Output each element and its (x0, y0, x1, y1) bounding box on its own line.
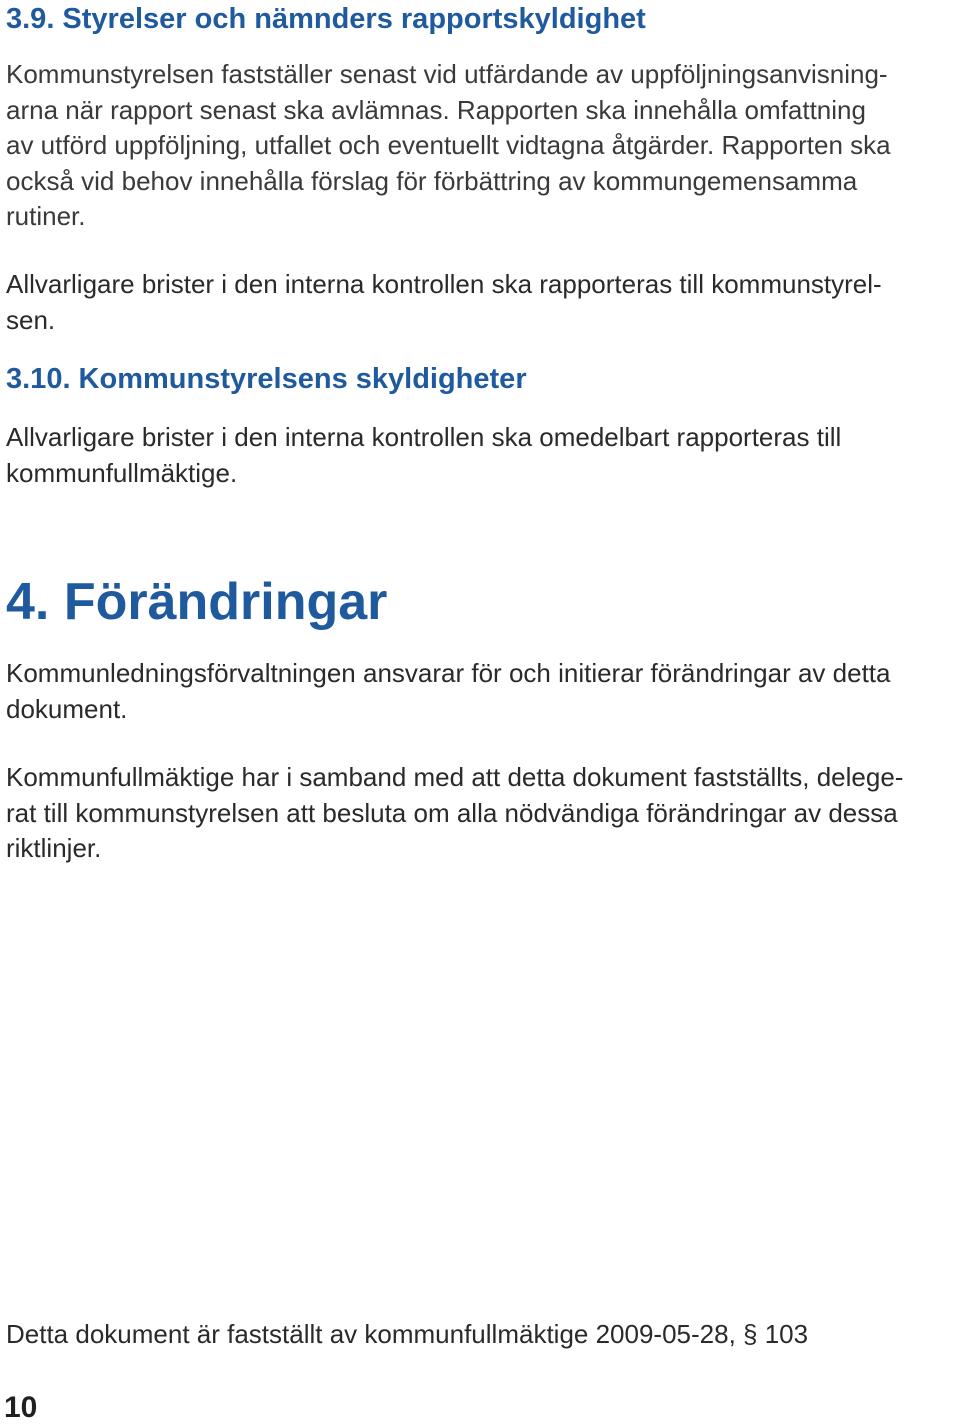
text-line: sen. (6, 304, 56, 335)
section-3-9-paragraph-2 (6, 267, 882, 338)
text-line: rutiner. (6, 201, 86, 231)
text-line: Kommunfullmäktige har i samband med att detta dokument fastställts, delege- (6, 762, 904, 792)
text-line: arna när rapport senast ska avlämnas. Rapporten ska innehålla omfattning (6, 94, 866, 125)
text-line: Allvarligare brister i den interna kontrollen ska rapporteras till kommunstyrel- (6, 269, 882, 299)
section-3-10-heading: 3.10. Kommunstyrelsens skyldigheter (6, 363, 527, 395)
section-4-heading: 4. Förändringar (6, 573, 388, 631)
text-line: Allvarligare brister i den interna kontrollen ska omedelbart rapporteras till (6, 422, 842, 452)
text-line: också vid behov innehålla förslag för förbättring av kommungemensamma (6, 165, 858, 196)
text-line: rat till kommunstyrelsen att besluta om alla nödvändiga förändringar av dessa (6, 797, 898, 828)
adoption-note-text: Detta dokument är fastställt av kommunfullmäktige 2009-05-28, § 103 (6, 1319, 809, 1349)
section-3-10-paragraph-1 (6, 420, 841, 491)
section-4-paragraph-2 (6, 760, 903, 867)
page-number: 10 (4, 1391, 38, 1424)
text-line: av utförd uppföljning, utfallet och eventuellt vidtagna åtgärder. Rapporten ska (6, 130, 891, 160)
section-4-paragraph-1 (6, 656, 890, 727)
text-line: Kommunledningsförvaltningen ansvarar för och initierar förändringar av detta (6, 658, 891, 688)
section-3-9-heading: 3.9. Styrelser och nämnders rapportskyldighet (6, 3, 646, 35)
text-line: Kommunstyrelsen fastställer senast vid utfärdande av uppföljningsanvisning- (6, 59, 888, 89)
text-line: dokument. (6, 693, 128, 724)
text-line: kommunfullmäktige. (6, 457, 238, 488)
adoption-note (6, 1317, 808, 1353)
text-line: riktlinjer. (6, 833, 102, 863)
section-3-9-paragraph-1 (6, 57, 891, 235)
